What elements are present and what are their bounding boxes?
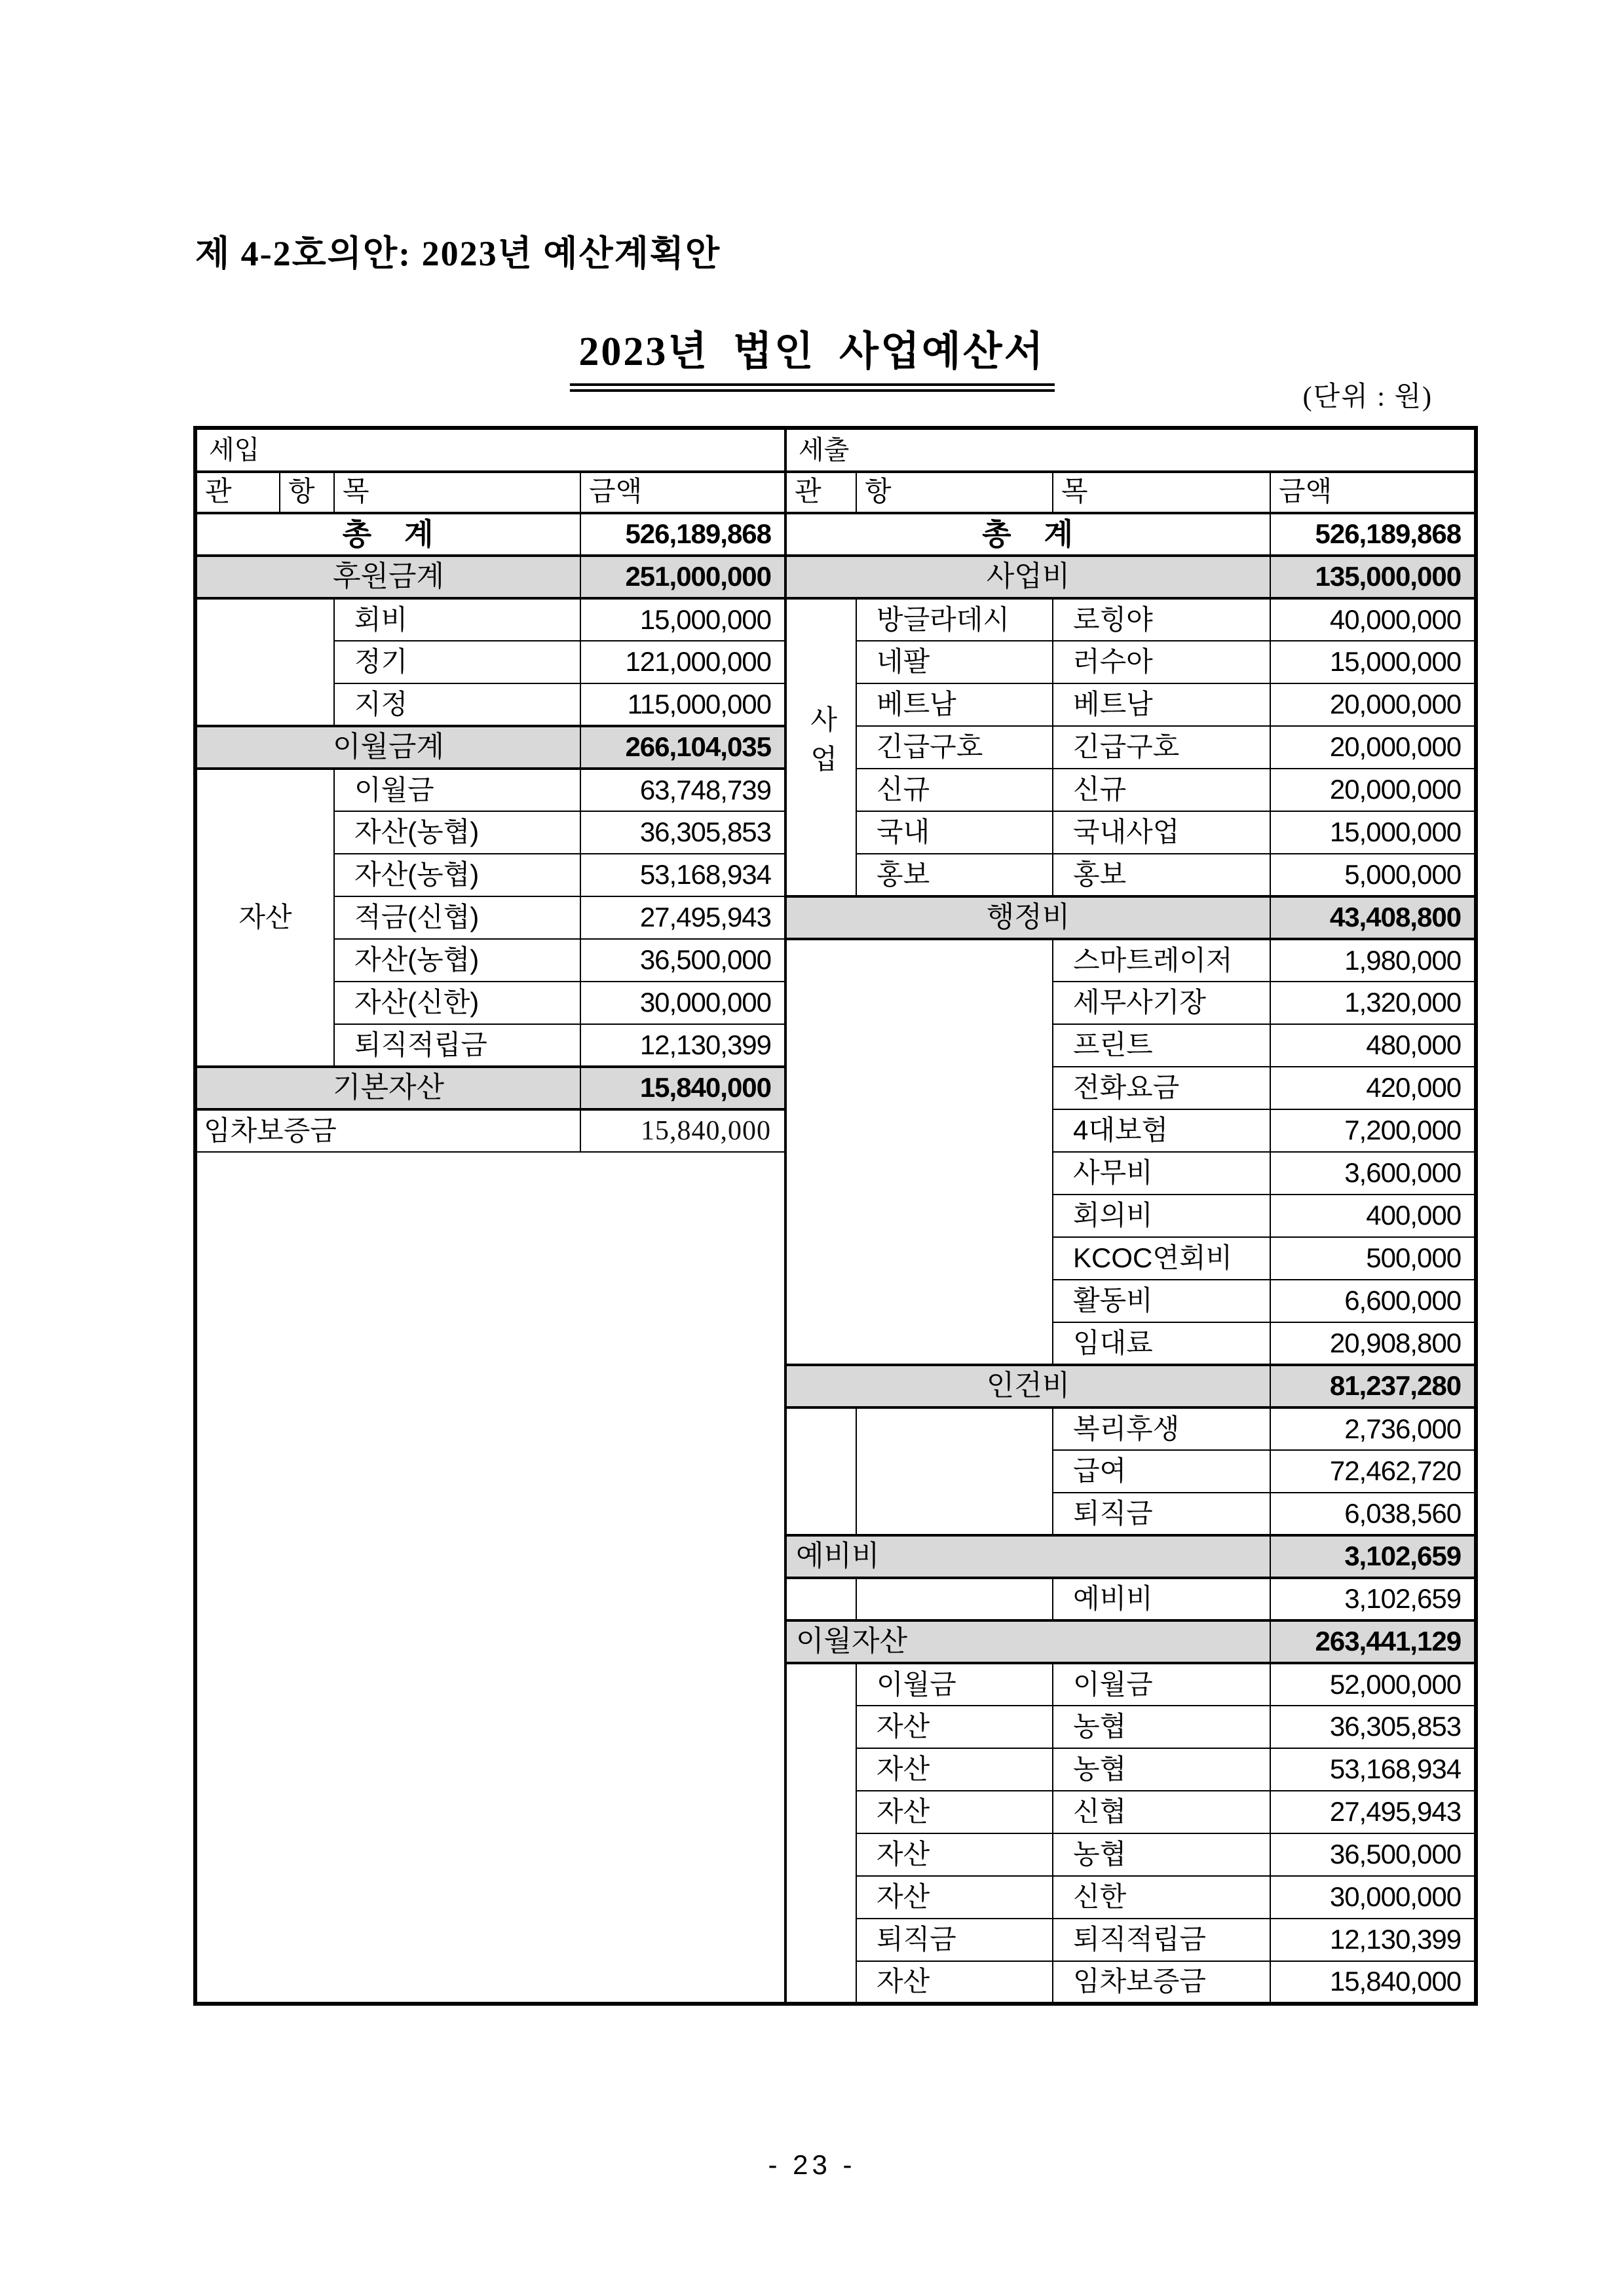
page-title: 2023년 법인 사업예산서 <box>569 318 1054 392</box>
expenditure-item-mok: 농협 <box>1053 1833 1270 1876</box>
expenditure-item-amount: 2,736,000 <box>1270 1407 1476 1450</box>
expenditure-item-amount: 36,305,853 <box>1270 1706 1476 1748</box>
expenditure-item-amount: 480,000 <box>1270 1024 1476 1067</box>
expenditure-item-mok: 전화요금 <box>1053 1067 1270 1109</box>
empty-cell <box>195 1152 785 2004</box>
table-row <box>195 556 1476 598</box>
revenue-item-amount: 63,748,739 <box>580 769 785 811</box>
expenditure-item-mok: 홍보 <box>1053 854 1270 896</box>
expenditure-item-amount: 1,980,000 <box>1270 939 1476 982</box>
column-header-row <box>195 472 1476 513</box>
expenditure-item-mok: 이월금 <box>1053 1663 1270 1706</box>
expenditure-item-amount: 36,500,000 <box>1270 1833 1476 1876</box>
expenditure-item-amount: 53,168,934 <box>1270 1748 1476 1791</box>
page-number: - 23 - <box>768 2149 856 2180</box>
expenditure-project-subtotal-label: 사업비 <box>785 556 1270 598</box>
expenditure-item-hang: 자산 <box>856 1833 1053 1876</box>
expenditure-project-group-cell <box>785 598 856 896</box>
revenue-support-subtotal-label: 후원금계 <box>195 556 580 598</box>
doc-heading: 제 4-2호의안: 2023년 예산계획안 <box>195 234 721 273</box>
revenue-carryover-subtotal-amount: 266,104,035 <box>580 726 785 769</box>
revenue-total-label: 총 계 <box>195 513 580 556</box>
expenditure-item-amount: 6,600,000 <box>1270 1280 1476 1322</box>
expenditure-item-hang: 홍보 <box>856 854 1053 896</box>
expenditure-item-amount: 20,000,000 <box>1270 683 1476 726</box>
expenditure-item-mok: 러수아 <box>1053 641 1270 683</box>
empty-cell <box>785 1578 856 1620</box>
expenditure-item-mok: 신협 <box>1053 1791 1270 1833</box>
revenue-asset-group-label: 자산 <box>195 769 334 1067</box>
empty-cell <box>195 598 334 726</box>
expenditure-item-hang: 신규 <box>856 769 1053 811</box>
expenditure-item-mok: 회의비 <box>1053 1195 1270 1237</box>
section-header-row <box>195 428 1476 472</box>
revenue-item-amount: 36,500,000 <box>580 939 785 982</box>
revenue-item-amount: 30,000,000 <box>580 982 785 1024</box>
revenue-item-name: 정기 <box>334 641 580 683</box>
expenditure-reserve-subtotal-label: 예비비 <box>785 1535 1270 1578</box>
revenue-item-name: 자산(농협) <box>334 854 580 896</box>
expenditure-item-mok: 로힝야 <box>1053 598 1270 641</box>
expenditure-item-amount: 5,000,000 <box>1270 854 1476 896</box>
expenditure-reserve-subtotal-amount: 3,102,659 <box>1270 1535 1476 1578</box>
revenue-item-name: 적금(신협) <box>334 896 580 939</box>
expenditure-item-mok: 퇴직적립금 <box>1053 1919 1270 1961</box>
revenue-item-name: 회비 <box>334 598 580 641</box>
revenue-total-amount: 526,189,868 <box>580 513 785 556</box>
revenue-item-amount: 36,305,853 <box>580 811 785 854</box>
expenditure-item-mok: 스마트레이저 <box>1053 939 1270 982</box>
revenue-col-mok: 목 <box>334 472 580 513</box>
expenditure-item-mok: 복리후생 <box>1053 1407 1270 1450</box>
expenditure-item-hang: 방글라데시 <box>856 598 1053 641</box>
expenditure-item-mok: 긴급구호 <box>1053 726 1270 769</box>
revenue-item-amount: 53,168,934 <box>580 854 785 896</box>
empty-cell <box>785 1407 856 1535</box>
revenue-item-name: 자산(농협) <box>334 811 580 854</box>
revenue-item-amount: 27,495,943 <box>580 896 785 939</box>
revenue-col-hang: 항 <box>280 472 334 513</box>
expenditure-admin-subtotal-amount: 43,408,800 <box>1270 896 1476 939</box>
expenditure-item-mok: 임차보증금 <box>1053 1961 1270 2004</box>
expenditure-item-amount: 52,000,000 <box>1270 1663 1476 1706</box>
expenditure-project-subtotal-amount: 135,000,000 <box>1270 556 1476 598</box>
table-row <box>195 598 1476 641</box>
expenditure-item-amount: 1,320,000 <box>1270 982 1476 1024</box>
expenditure-item-hang: 네팔 <box>856 641 1053 683</box>
expenditure-item-amount: 500,000 <box>1270 1237 1476 1280</box>
expenditure-item-mok: 베트남 <box>1053 683 1270 726</box>
expenditure-item-amount: 6,038,560 <box>1270 1493 1476 1535</box>
expenditure-item-amount: 7,200,000 <box>1270 1109 1476 1152</box>
expenditure-item-hang: 이월금 <box>856 1663 1053 1706</box>
expenditure-total-amount: 526,189,868 <box>1270 513 1476 556</box>
expenditure-item-mok: 국내사업 <box>1053 811 1270 854</box>
expenditure-item-amount: 40,000,000 <box>1270 598 1476 641</box>
expenditure-item-amount: 30,000,000 <box>1270 1876 1476 1919</box>
revenue-basic-asset-amount: 15,840,000 <box>580 1067 785 1109</box>
expenditure-item-hang: 자산 <box>856 1748 1053 1791</box>
expenditure-col-amount: 금액 <box>1270 472 1476 513</box>
expenditure-item-mok: 활동비 <box>1053 1280 1270 1322</box>
expenditure-item-amount: 20,908,800 <box>1270 1322 1476 1365</box>
revenue-lease-deposit-label: 임차보증금 <box>195 1109 580 1152</box>
revenue-item-name: 자산(농협) <box>334 939 580 982</box>
expenditure-item-hang: 국내 <box>856 811 1053 854</box>
revenue-item-amount: 115,000,000 <box>580 683 785 726</box>
expenditure-item-mok: 임대료 <box>1053 1322 1270 1365</box>
project-group-label: 사업 <box>806 704 837 784</box>
expenditure-item-mok: 신규 <box>1053 769 1270 811</box>
expenditure-item-amount: 400,000 <box>1270 1195 1476 1237</box>
expenditure-item-amount: 20,000,000 <box>1270 769 1476 811</box>
expenditure-item-amount: 3,102,659 <box>1270 1578 1476 1620</box>
revenue-section-label: 세입 <box>195 428 785 472</box>
expenditure-item-amount: 27,495,943 <box>1270 1791 1476 1833</box>
expenditure-item-mok: 신한 <box>1053 1876 1270 1919</box>
expenditure-carryover-subtotal-label: 이월자산 <box>785 1620 1270 1663</box>
expenditure-admin-subtotal-label: 행정비 <box>785 896 1270 939</box>
expenditure-item-hang: 베트남 <box>856 683 1053 726</box>
empty-cell <box>785 1663 856 2004</box>
table-row <box>195 513 1476 556</box>
expenditure-total-label: 총 계 <box>785 513 1270 556</box>
revenue-item-name: 자산(신한) <box>334 982 580 1024</box>
expenditure-col-mok: 목 <box>1053 472 1270 513</box>
expenditure-item-hang: 퇴직금 <box>856 1919 1053 1961</box>
expenditure-item-amount: 12,130,399 <box>1270 1919 1476 1961</box>
expenditure-item-mok: 프린트 <box>1053 1024 1270 1067</box>
revenue-item-name: 지정 <box>334 683 580 726</box>
expenditure-item-amount: 20,000,000 <box>1270 726 1476 769</box>
expenditure-item-amount: 72,462,720 <box>1270 1450 1476 1493</box>
expenditure-item-hang: 자산 <box>856 1706 1053 1748</box>
revenue-item-name: 이월금 <box>334 769 580 811</box>
revenue-item-amount: 15,000,000 <box>580 598 785 641</box>
revenue-carryover-subtotal-label: 이월금계 <box>195 726 580 769</box>
revenue-item-name: 퇴직적립금 <box>334 1024 580 1067</box>
expenditure-section-label: 세출 <box>785 428 1476 472</box>
table-row <box>195 896 1476 939</box>
expenditure-personnel-subtotal-amount: 81,237,280 <box>1270 1365 1476 1407</box>
revenue-item-amount: 121,000,000 <box>580 641 785 683</box>
table-row <box>195 939 1476 982</box>
expenditure-item-mok: 사무비 <box>1053 1152 1270 1195</box>
expenditure-item-hang: 긴급구호 <box>856 726 1053 769</box>
expenditure-carryover-subtotal-amount: 263,441,129 <box>1270 1620 1476 1663</box>
expenditure-item-mok: 농협 <box>1053 1748 1270 1791</box>
expenditure-item-mok: 4대보험 <box>1053 1109 1270 1152</box>
expenditure-item-mok: 농협 <box>1053 1706 1270 1748</box>
expenditure-item-hang: 자산 <box>856 1876 1053 1919</box>
expenditure-item-amount: 3,600,000 <box>1270 1152 1476 1195</box>
expenditure-col-gwan: 관 <box>785 472 856 513</box>
empty-cell <box>856 1407 1053 1535</box>
expenditure-personnel-subtotal-label: 인건비 <box>785 1365 1270 1407</box>
expenditure-item-mok: 세무사기장 <box>1053 982 1270 1024</box>
expenditure-item-amount: 15,840,000 <box>1270 1961 1476 2004</box>
unit-note: (단위 : 원) <box>1302 382 1433 412</box>
revenue-item-amount: 12,130,399 <box>580 1024 785 1067</box>
expenditure-item-amount: 15,000,000 <box>1270 811 1476 854</box>
empty-cell <box>785 939 1053 1365</box>
expenditure-item-mok: 예비비 <box>1053 1578 1270 1620</box>
expenditure-item-mok: KCOC연회비 <box>1053 1237 1270 1280</box>
expenditure-item-amount: 15,000,000 <box>1270 641 1476 683</box>
expenditure-item-hang: 자산 <box>856 1791 1053 1833</box>
revenue-basic-asset-label: 기본자산 <box>195 1067 580 1109</box>
budget-table <box>193 426 1478 2006</box>
expenditure-item-mok: 퇴직금 <box>1053 1493 1270 1535</box>
expenditure-item-mok: 급여 <box>1053 1450 1270 1493</box>
expenditure-col-hang: 항 <box>856 472 1053 513</box>
revenue-lease-deposit-amount: 15,840,000 <box>580 1109 785 1152</box>
expenditure-item-amount: 420,000 <box>1270 1067 1476 1109</box>
empty-cell <box>856 1578 1053 1620</box>
revenue-support-subtotal-amount: 251,000,000 <box>580 556 785 598</box>
revenue-col-gwan: 관 <box>195 472 280 513</box>
revenue-col-amount: 금액 <box>580 472 785 513</box>
expenditure-item-hang: 자산 <box>856 1961 1053 2004</box>
